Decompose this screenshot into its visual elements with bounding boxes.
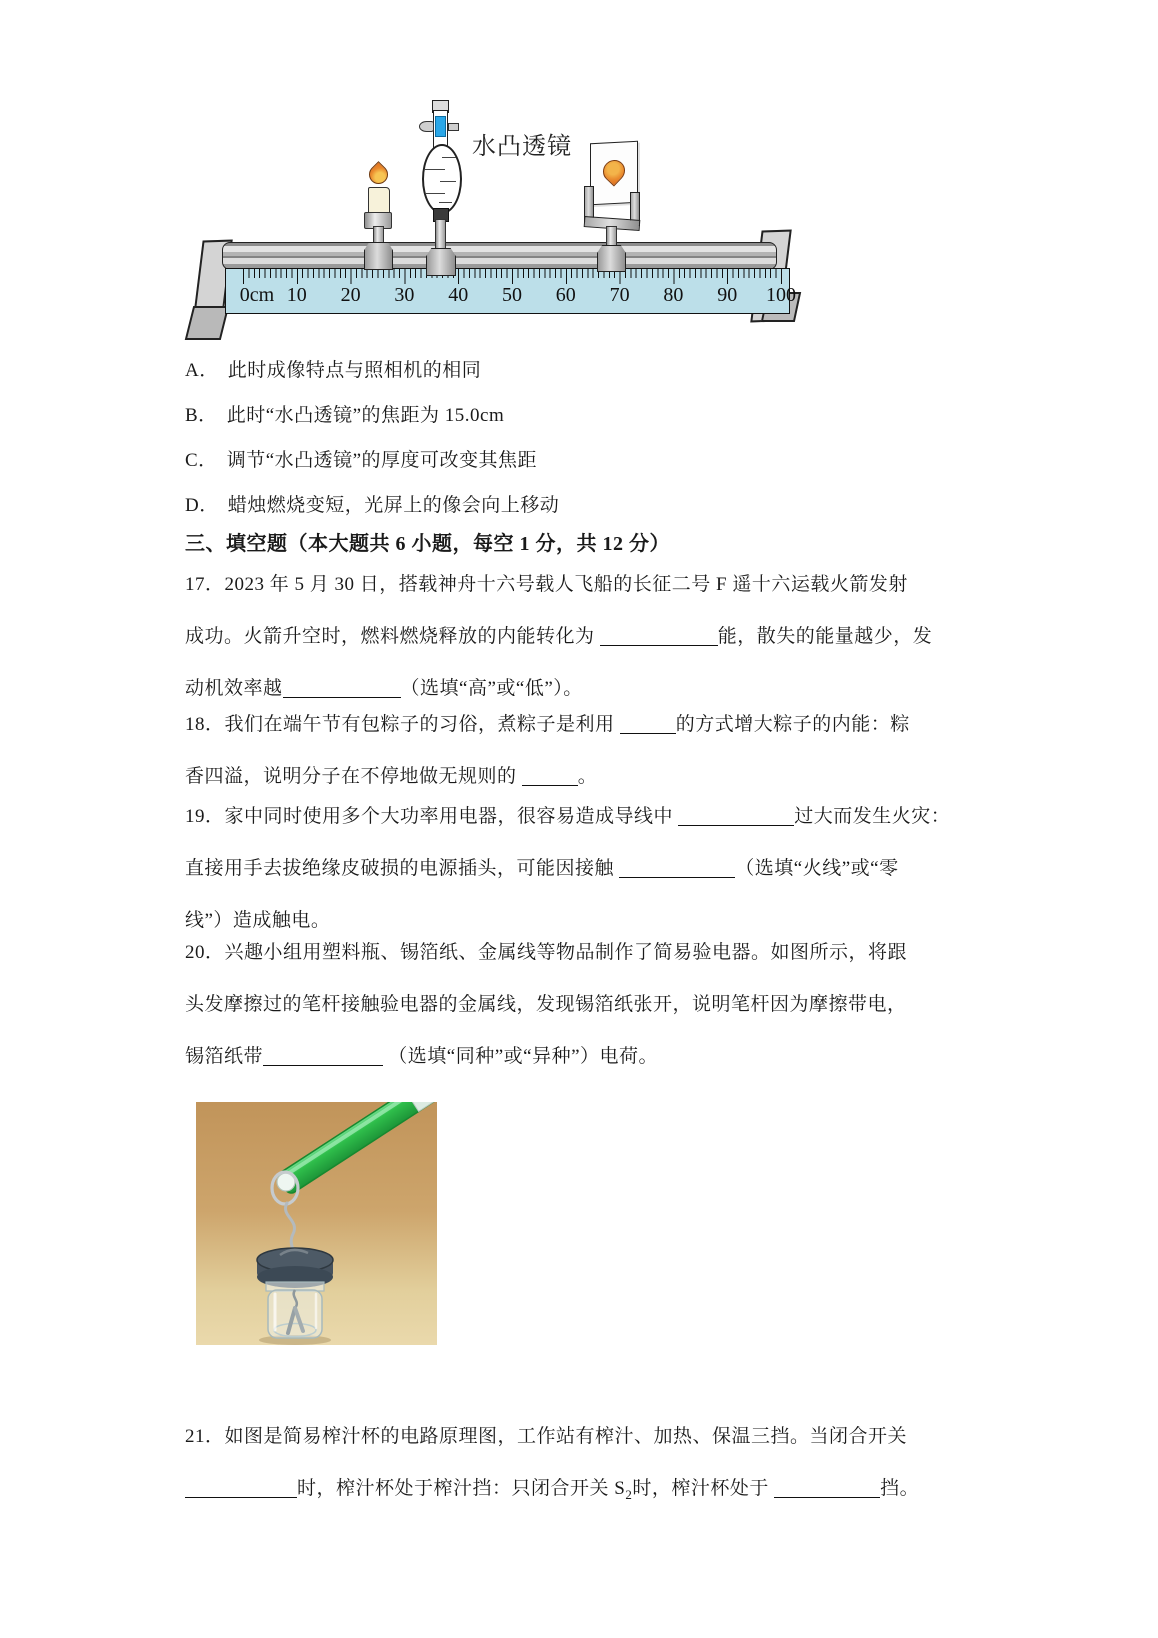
bench-rail: [222, 242, 777, 270]
text-run: 直接用手去拔绝缘皮破损的电源插头，可能因接触: [185, 858, 620, 879]
ruler-ticks: [243, 269, 785, 284]
candle-assembly: [360, 164, 396, 270]
options-list: [185, 358, 559, 538]
electroscope-photo: [196, 1102, 437, 1345]
text-line: [185, 992, 907, 1018]
option-c-marker: C．: [185, 450, 218, 471]
text-run: （选填“高”或“低”）。: [400, 678, 583, 699]
option-d-text: 蜡烛燃烧变短，光屏上的像会向上移动: [227, 495, 560, 516]
text-line: [185, 676, 932, 702]
optical-bench-diagram: [190, 92, 810, 354]
text-run: 21．如图是简易榨汁杯的电路原理图，工作站有榨汁、加热、保温三挡。当闭合开关: [185, 1426, 908, 1447]
option-a-marker: A．: [185, 360, 219, 381]
text-run: 能，散失的能量越少，发: [717, 626, 933, 647]
lens-label: 水凸透镜: [472, 134, 572, 160]
blank-field: [620, 713, 676, 734]
lens-level-mark: [442, 157, 456, 158]
text-line: [185, 940, 907, 966]
blank-field: [600, 625, 718, 646]
option-c: [185, 448, 559, 474]
blank-field: [263, 1045, 383, 1066]
ruler-number: 80: [663, 284, 684, 306]
ruler-number: 90: [717, 284, 738, 306]
water-lens-assembly: [422, 100, 462, 274]
candle-body: [368, 187, 390, 215]
text-line: [185, 804, 950, 830]
option-b: [185, 403, 559, 429]
text-run: （选填“同种”或“异种”）电荷。: [383, 1046, 658, 1067]
text-run: 。: [577, 766, 598, 787]
text-run: 18．我们在端午节有包粽子的习俗，煮粽子是利用: [185, 714, 620, 735]
ruler-number: 60: [555, 284, 576, 306]
text-run: 过大而发生火灾：: [794, 806, 951, 827]
subscript: 2: [625, 1486, 633, 1502]
electroscope-photo-svg: [196, 1102, 437, 1345]
ruler-number: 10: [286, 284, 307, 306]
text-line: [185, 1424, 919, 1450]
screen-rod: [606, 226, 617, 248]
text-line: [185, 1044, 907, 1070]
text-run: 时，榨汁杯处于: [632, 1478, 775, 1499]
blank-field: [185, 1477, 297, 1498]
lens-level-mark: [439, 202, 452, 203]
option-b-text: 此时“水凸透镜”的焦距为 15.0cm: [226, 405, 505, 426]
question-19: [185, 804, 950, 960]
lens-base-clamp: [426, 248, 456, 276]
option-a: [185, 358, 559, 384]
text-run: 头发摩擦过的笔杆接触验电器的金属线，发现锡箔纸张开，说明笔杆因为摩擦带电，: [185, 994, 907, 1015]
question-21: [185, 1424, 919, 1534]
lens-level-mark: [425, 169, 445, 170]
question-17: [185, 572, 932, 728]
question-20: [185, 940, 907, 1096]
ruler-number: 20: [340, 284, 361, 306]
screen-assembly: [584, 142, 640, 270]
text-line: [185, 572, 932, 598]
lens-valve: [435, 116, 446, 137]
ruler-number: 40: [448, 284, 469, 306]
text-line: [185, 712, 910, 738]
option-d: [185, 493, 559, 519]
bench-ruler: [225, 268, 796, 314]
blank-field: [283, 677, 401, 698]
lens-level-mark: [440, 181, 456, 182]
text-line: [185, 856, 950, 882]
question-18: [185, 712, 910, 816]
section-heading: 三、填空题（本大题共 6 小题，每空 1 分，共 12 分）: [185, 533, 670, 555]
blank-field: [619, 857, 735, 878]
text-run: 香四溢，说明分子在不停地做无规则的: [185, 766, 522, 787]
text-run: 锡箔纸带: [185, 1046, 264, 1067]
text-run: 19．家中同时使用多个大功率用电器，很容易造成导线中: [185, 806, 679, 827]
valve-wingnut-icon: [419, 121, 434, 132]
option-d-marker: D．: [185, 495, 219, 516]
text-run: 动机效率越: [185, 678, 283, 699]
text-run: 的方式增大粽子的内能：粽: [675, 714, 910, 735]
blank-field: [678, 805, 794, 826]
option-a-text: 此时成像特点与照相机的相同: [227, 360, 482, 381]
candle-flame-icon: [365, 161, 392, 188]
candle-base-clamp: [364, 242, 393, 270]
text-run: 挡。: [880, 1478, 920, 1499]
screen-flame-image-icon: [598, 155, 629, 186]
ruler-number: 70: [609, 284, 630, 306]
ruler-number: 50: [502, 284, 522, 306]
ruler-number: 30: [394, 284, 415, 306]
text-run: 线”）造成触电。: [185, 910, 331, 931]
blank-field: [774, 1477, 880, 1498]
blank-field: [522, 765, 578, 786]
text-run: 成功。火箭升空时，燃料燃烧释放的内能转化为: [185, 626, 600, 647]
text-line: [185, 764, 910, 790]
text-line: [185, 908, 950, 934]
option-c-text: 调节“水凸透镜”的厚度可改变其焦距: [226, 450, 538, 471]
valve-pin: [448, 123, 459, 131]
text-line: [185, 1476, 919, 1508]
text-run: 时，榨汁杯处于榨汁挡：只闭合开关 S: [297, 1478, 626, 1499]
ruler-number: 0cm: [239, 284, 275, 306]
water-lens-body: [422, 144, 462, 214]
lens-level-mark: [426, 193, 445, 194]
candle-rod: [373, 226, 384, 244]
bench-left-foot: [185, 306, 229, 340]
glass-jar: [266, 1282, 324, 1338]
text-run: 17．2023 年 5 月 30 日，搭载神舟十六号载人飞船的长征二号 F 遥十六运载火箭发射: [185, 574, 908, 595]
screen-base-clamp: [597, 245, 626, 272]
lens-rod: [435, 219, 446, 251]
ruler-number: 100: [766, 284, 796, 306]
text-run: （选填“火线”或“零: [735, 858, 899, 879]
text-line: [185, 624, 932, 650]
text-run: 20．兴趣小组用塑料瓶、锡箔纸、金属线等物品制作了简易验电器。如图所示，将跟: [185, 942, 908, 963]
option-b-marker: B．: [185, 405, 218, 426]
